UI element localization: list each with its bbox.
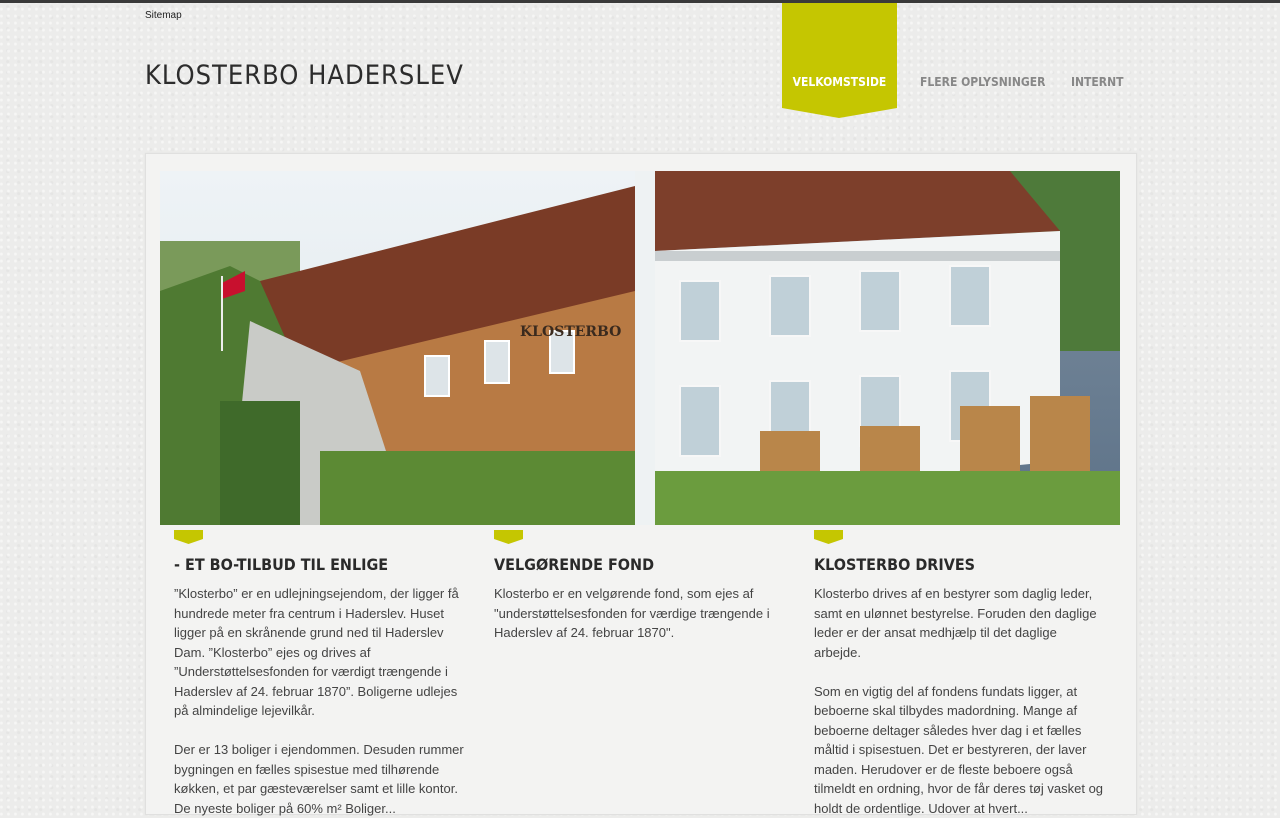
hero-image	[160, 171, 1120, 525]
column-text: Der er 13 boliger i ejendommen. Desuden rummer bygningen en fælles spisestue med tilhørende køkken, et par gæsteværelser samt et lille kontor. De nyeste boliger på 60% m² Boliger...	[174, 740, 464, 818]
column-text: Klosterbo drives af en bestyrer som daglig leder, samt en ulønnet bestyrelse. Foruden den daglige leder er der ansat medhjælp til det daglige arbejde.	[814, 584, 1104, 662]
column-text: Som en vigtig del af fondens fundats ligger, at beboerne skal tilbydes madordning. Mange af beboerne deltager således hver dag i et fælles måltid i spisestuen. Det er bestyreren, der laver maden. Herudover er de fleste beboere også tilmeldt en ordning, hvor de får deres tøj vasket og holdt de ordentlige. Udover at hvert...	[814, 682, 1104, 818]
top-bar	[0, 0, 1280, 3]
column-klosterbo-drives	[814, 530, 1104, 818]
column-text: Klosterbo er en velgørende fond, som ejes af "understøttelsesfonden for værdige trængende i Haderslev af 24. februar 1870".	[494, 584, 784, 643]
site-title[interactable]: KLOSTERBO HADERSLEV	[145, 60, 464, 91]
sitemap-link[interactable]: Sitemap	[145, 10, 182, 21]
column-velgoerende-fond	[494, 530, 784, 643]
hero-photo-building	[160, 171, 1120, 525]
nav-item-velkomstside[interactable]	[782, 3, 897, 108]
column-flag-icon	[814, 530, 843, 544]
nav-item-label: FLERE OPLYSNINGER	[920, 75, 1045, 89]
column-heading: VELGØRENDE FOND	[494, 554, 784, 576]
column-heading: - ET BO-TILBUD TIL ENLIGE	[174, 554, 464, 576]
nav-item-label: VELKOMSTSIDE	[782, 75, 897, 89]
column-flag-icon	[494, 530, 523, 544]
column-bo-tilbud	[174, 530, 464, 818]
column-flag-icon	[174, 530, 203, 544]
column-text: ”Klosterbo” er en udlejningsejendom, der ligger få hundrede meter fra centrum i Haderslev. Huset ligger på en skrånende grund ned til Haderslev Dam. ”Klosterbo” ejes og drives af ”Understøttelsesfonden for værdigt trængende i Haderslev af 24. februar 1870”. Boligerne udlejes på almindelige lejevilkår.	[174, 584, 464, 721]
building-sign-text: KLOSTERBO	[520, 324, 621, 340]
column-heading: KLOSTERBO DRIVES	[814, 554, 1104, 576]
nav-item-label: INTERNT	[1071, 75, 1124, 89]
